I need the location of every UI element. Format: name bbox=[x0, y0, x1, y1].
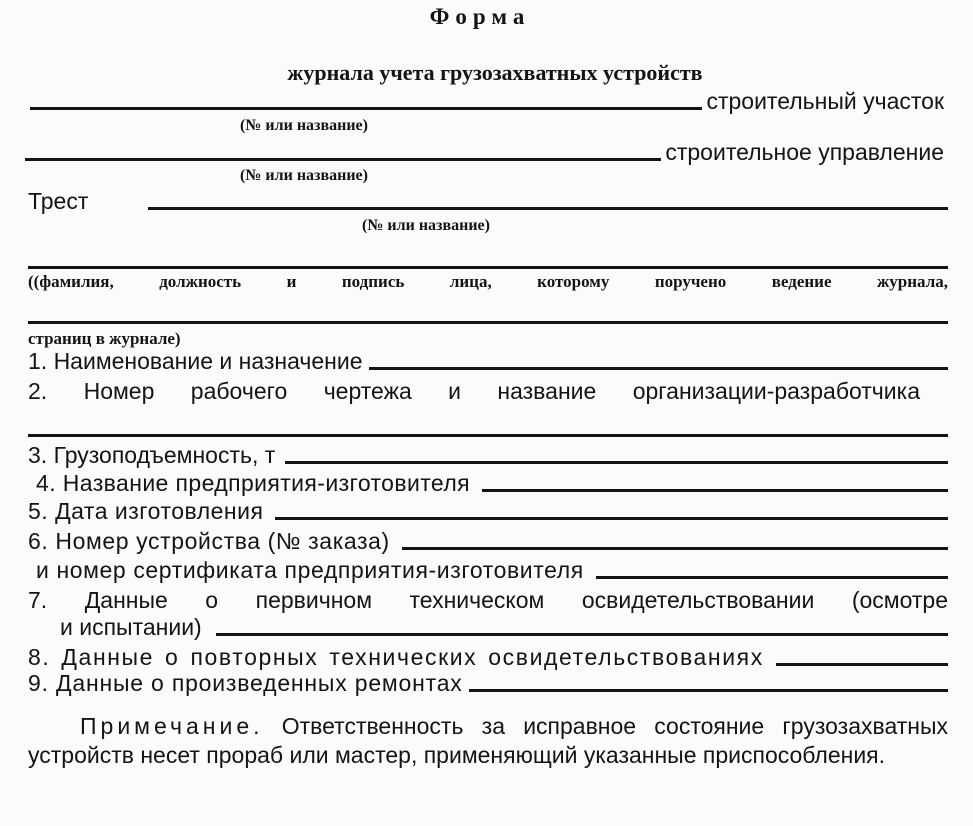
item-3 bbox=[28, 442, 948, 468]
note-heading: Примечание. bbox=[80, 713, 264, 739]
item-6 bbox=[28, 528, 948, 554]
site-hint: (№ или название) bbox=[240, 117, 368, 134]
pages-blank[interactable] bbox=[28, 321, 948, 324]
site-blank[interactable] bbox=[30, 107, 702, 110]
item-8-blank[interactable] bbox=[776, 663, 948, 666]
form-title: Форма bbox=[429, 4, 531, 29]
item-5-label: 5. Дата изготовления bbox=[28, 498, 264, 524]
site-field bbox=[30, 88, 948, 114]
site-label: строительный участок bbox=[706, 88, 944, 114]
department-blank[interactable] bbox=[25, 158, 661, 161]
note-text: Ответственность за исправное состояние грузозахватных устройств несет прораб или мастер, применяющий указанные приспособления. bbox=[28, 713, 949, 768]
item-2-label: 2. Номер рабочего чертежа и название организации-разработчика bbox=[28, 378, 920, 404]
item-7b bbox=[60, 614, 948, 640]
item-8 bbox=[28, 644, 948, 670]
item-5-blank[interactable] bbox=[275, 517, 948, 520]
responsible-hint: ((фамилия, должность и подпись лица, которому поручено ведение журнала, bbox=[28, 272, 948, 291]
item-7-blank[interactable] bbox=[216, 633, 948, 636]
item-9 bbox=[28, 670, 948, 696]
item-1-label: 1. Наименование и назначение bbox=[28, 348, 363, 374]
item-5 bbox=[28, 498, 948, 524]
item-2-blank[interactable] bbox=[28, 434, 948, 437]
item-6b-blank[interactable] bbox=[596, 576, 948, 579]
item-6b bbox=[36, 557, 948, 583]
item-9-label: 9. Данные о произведенных ремонтах bbox=[28, 670, 463, 696]
trust-label: Трест bbox=[28, 188, 89, 214]
item-1-blank[interactable] bbox=[369, 367, 948, 370]
item-4-label: 4. Название предприятия-изготовителя bbox=[36, 470, 471, 496]
item-3-blank[interactable] bbox=[285, 461, 948, 464]
department-field bbox=[25, 139, 948, 165]
item-7b-label: и испытании) bbox=[60, 614, 202, 640]
department-hint: (№ или название) bbox=[240, 167, 368, 184]
item-3-label: 3. Грузоподъемность, т bbox=[28, 442, 276, 468]
item-6-blank[interactable] bbox=[402, 547, 948, 550]
item-4 bbox=[36, 470, 948, 496]
item-6b-label: и номер сертификата предприятия-изготовителя bbox=[36, 557, 584, 583]
item-8-label: 8. Данные о повторных технических освидетельствованиях bbox=[28, 644, 764, 670]
pages-hint: страниц в журнале) bbox=[28, 329, 181, 348]
item-7-label: 7. Данные о первичном техническом освидетельствовании (осмотре bbox=[28, 587, 948, 613]
department-label: строительное управление bbox=[665, 139, 944, 165]
item-6-label: 6. Номер устройства (№ заказа) bbox=[28, 528, 390, 554]
trust-field bbox=[28, 188, 948, 214]
trust-hint: (№ или название) bbox=[362, 217, 490, 234]
item-4-blank[interactable] bbox=[482, 489, 948, 492]
item-1 bbox=[28, 348, 948, 374]
item-9-blank[interactable] bbox=[469, 689, 948, 692]
note bbox=[28, 712, 948, 770]
responsible-blank[interactable] bbox=[28, 266, 948, 269]
form-subtitle: журнала учета грузозахватных устройств bbox=[287, 60, 703, 85]
trust-blank[interactable] bbox=[148, 207, 948, 210]
